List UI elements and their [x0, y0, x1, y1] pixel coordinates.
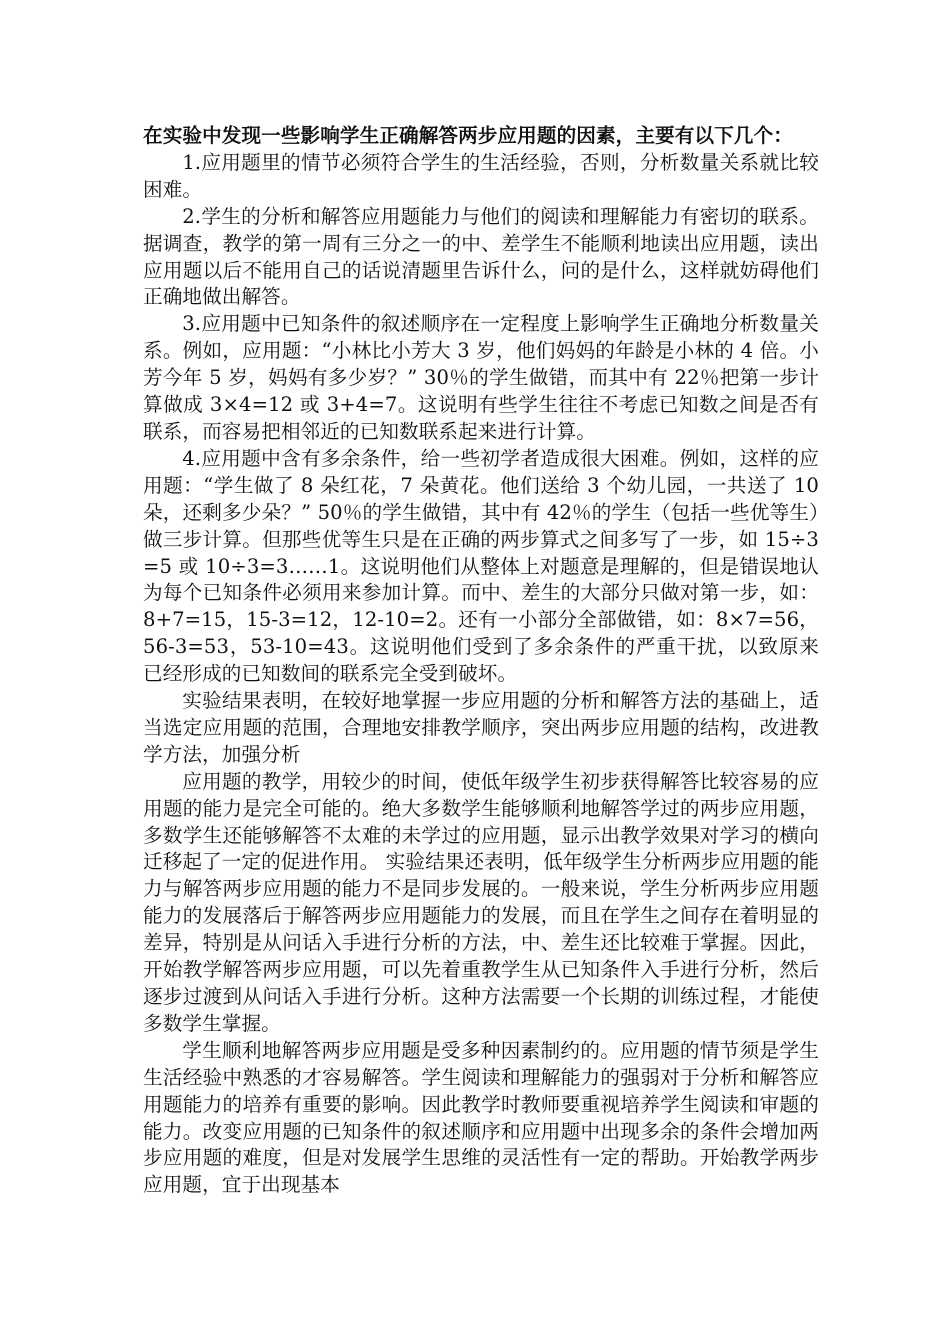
- paragraph-factor-1: 1.应用题里的情节必须符合学生的生活经验，否则，分析数量关系就比较困难。: [143, 150, 819, 201]
- paragraph-conclusion: 学生顺利地解答两步应用题是受多种因素制约的。应用题的情节须是学生生活经验中熟悉的才容易解答。学生阅读和理解能力的强弱对于分析和解答应用题能力的培养有重要的影响。因此教学时教师要重视培养学生阅读和审题的能力。改变应用题的已知条件的叙述顺序和应用题中出现多余的条件会增加两步应用题的难度，但是对发展学生思维的灵活性有一定的帮助。开始教学两步应用题，宜于出现基本: [143, 1038, 819, 1197]
- paragraph-factor-4: 4.应用题中含有多余条件，给一些初学者造成很大困难。例如，这样的应用题：“学生做了 8 朵红花，7 朵黄花。他们送给 3 个幼儿园，一共送了 10 朵，还剩多少朵？” 50％的学生做错，其中有 42％的学生（包括一些优等生）做三步计算。但那些优等生只是在正确的两步算式之间多写了一步，如 15÷3=5 或 10÷3=3……1。这说明他们从整体上对题意是理解的，但是错误地认为每个已知条件必须用来参加计算。而中、差生的大部分只做对第一步，如：8+7=15，15-3=12，12-10=2。还有一小部分全部做错，如：8×7=56，56-3=53，53-10=43。这说明他们受到了多余条件的严重干扰，以致原来已经形成的已知数间的联系完全受到破坏。: [143, 446, 819, 686]
- paragraph-teaching: 应用题的教学，用较少的时间，使低年级学生初步获得解答比较容易的应用题的能力是完全可能的。绝大多数学生能够顺利地解答学过的两步应用题，多数学生还能够解答不太难的未学过的应用题，显示出教学效果对学习的横向迁移起了一定的促进作用。 实验结果还表明，低年级学生分析两步应用题的能力与解答两步应用题的能力不是同步发展的。一般来说，学生分析两步应用题能力的发展落后于解答两步应用题能力的发展，而且在学生之间存在着明显的差异，特别是从问话入手进行分析的方法，中、差生还比较难于掌握。因此，开始教学解答两步应用题，可以先着重教学生从已知条件入手进行分析，然后逐步过渡到从问话入手进行分析。这种方法需要一个长期的训练过程，才能使多数学生掌握。: [143, 769, 819, 1035]
- paragraph-results: 实验结果表明，在较好地掌握一步应用题的分析和解答方法的基础上，适当选定应用题的范围，合理地安排教学顺序，突出两步应用题的结构，改进教学方法，加强分析: [143, 689, 819, 766]
- section-heading: 在实验中发现一些影响学生正确解答两步应用题的因素，主要有以下几个：: [143, 124, 793, 147]
- paragraph-factor-3: 3.应用题中已知条件的叙述顺序在一定程度上影响学生正确地分析数量关系。例如，应用题：“小林比小芳大 3 岁，他们妈妈的年龄是小林的 4 倍。小芳今年 5 岁，妈妈有多少岁？” 30％的学生做错，而其中有 22％把第一步计算做成 3×4=12 或 3+4=7。这说明有些学生往往不考虑已知数之间是否有联系，而容易把相邻近的已知数联系起来进行计算。: [143, 312, 819, 443]
- document-page: [143, 123, 819, 1199]
- paragraph-factor-2: 2.学生的分析和解答应用题能力与他们的阅读和理解能力有密切的联系。据调查，教学的第一周有三分之一的中、差学生不能顺利地读出应用题，读出应用题以后不能用自己的话说清题里告诉什么，问的是什么，这样就妨碍他们正确地做出解答。: [143, 204, 819, 309]
